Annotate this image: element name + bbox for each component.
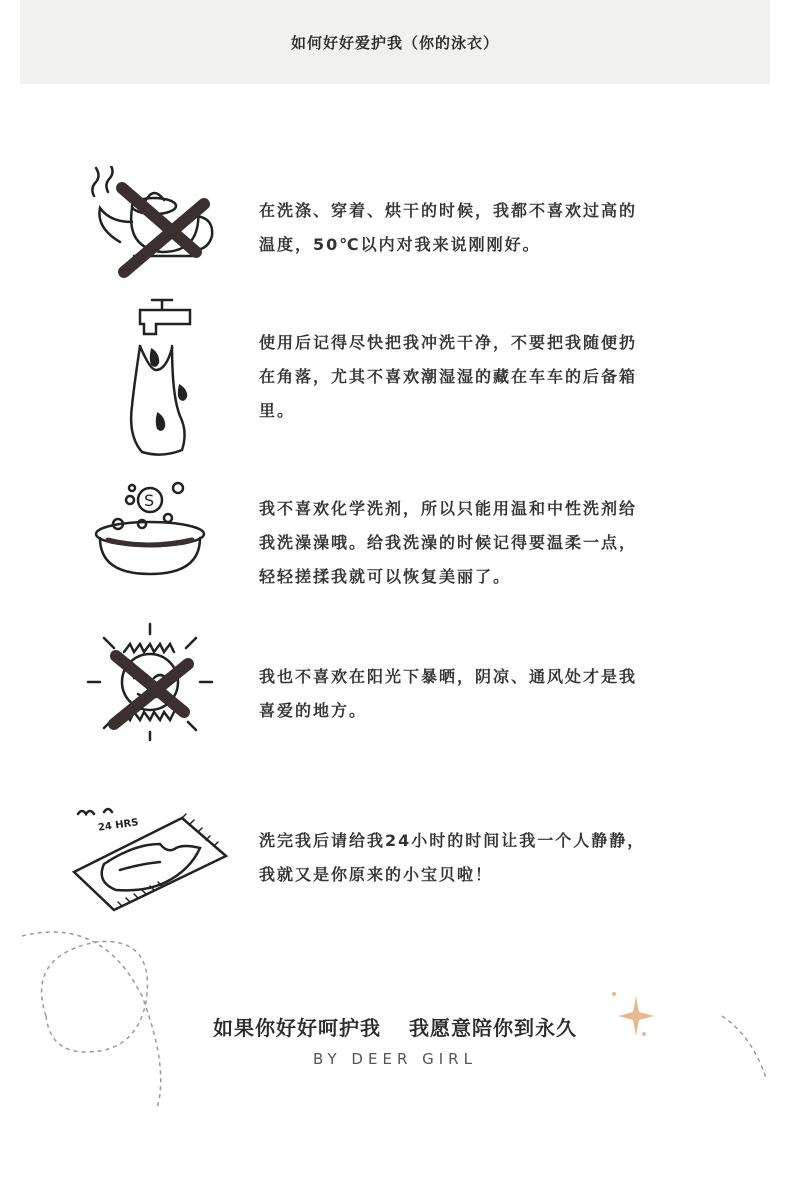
slogan-part-2: 我愿意陪你到永久 [409,1016,577,1040]
care-text-line: 里。 [259,401,296,420]
towel-label: 24 HRS [97,817,140,834]
footer-byline: BY DEER GIRL [313,1050,477,1068]
slogan-part-1: 如果你好好呵护我 [213,1016,381,1040]
wash-basin-icon [92,478,212,582]
care-text-line: 温度，50℃以内对我来说刚刚好。 [259,235,541,254]
care-text-line: 轻轻搓揉我就可以恢复美丽了。 [259,567,512,586]
care-text-line: 我洗澡澡哦。给我洗澡的时候记得要温柔一点， [259,533,638,552]
care-text-line: 喜爱的地方。 [259,701,368,720]
towel-swimsuit-24hrs-icon [70,800,230,912]
faucet-swimsuit-icon [100,296,200,456]
care-text-line: 在洗涤、穿着、烘干的时候，我都不喜欢过高的 [259,201,638,220]
care-text-line: 洗完我后请给我24小时的时间让我一个人静静， [259,831,646,850]
care-text-line: 我就又是你原来的小宝贝啦！ [259,865,494,884]
teapot-crossed-icon [84,166,224,278]
care-text-line: 我也不喜欢在阳光下暴晒，阴凉、通风处才是我 [259,667,638,686]
svg-text:S: S [144,491,155,510]
sun-crossed-icon [84,620,214,744]
care-text-line: 使用后记得尽快把我冲洗干净，不要把我随便扔 [259,333,638,352]
care-text-line: 在角落，尤其不喜欢潮湿湿的藏在车车的后备箱 [259,367,638,386]
page-title: 如何好好爱护我（你的泳衣） [290,33,499,52]
footer-slogan [0,1012,790,1041]
header-banner [20,0,770,84]
care-text-line: 我不喜欢化学洗剂，所以只能用温和中性洗剂给 [259,499,638,518]
